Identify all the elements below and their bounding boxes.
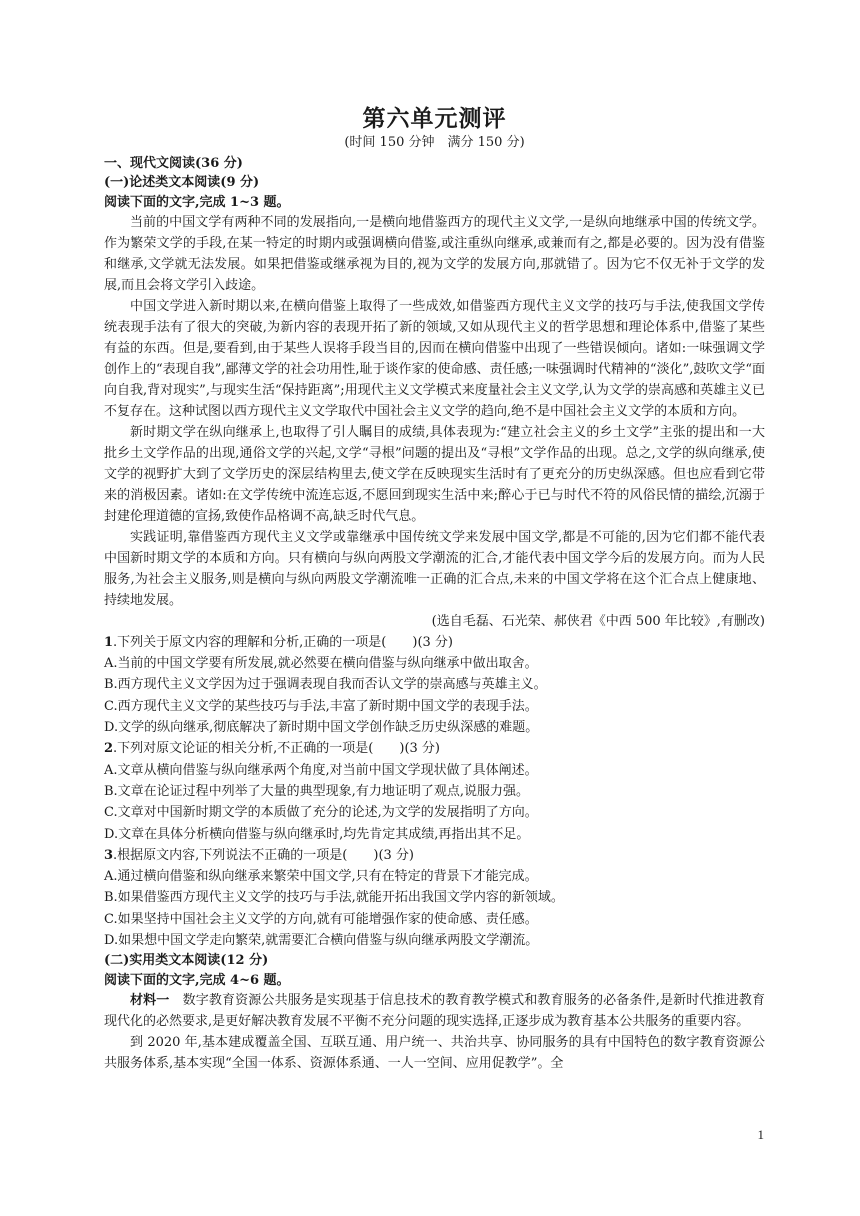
- reading-instruction: 阅读下面的文字,完成 4~6 题。: [104, 972, 290, 988]
- page-title: 第六单元测评: [362, 106, 507, 132]
- question-1-stem: [104, 632, 765, 653]
- material-text: 数字教育资源公共服务是实现基于信息技术的教育教学模式和教育服务的必备条件,是新时代推进教育现代化的必然要求,是更好解决教育发展不平衡不充分问题的现实选择,正逐步成为教育基本公共服务的重要内容。: [104, 992, 765, 1029]
- option-a: A.当前的中国文学要有所发展,就必然要在横向借鉴与纵向继承中做出取舍。: [104, 656, 538, 672]
- page-number: 1: [757, 1127, 764, 1142]
- material-label: 材料一: [130, 992, 170, 1008]
- question-number: 1: [104, 634, 114, 650]
- option-b: B.文章在论证过程中列举了大量的典型现象,有力地证明了观点,说服力强。: [104, 783, 529, 799]
- question-text: .根据原文内容,下列说法不正确的一项是( )(3 分): [113, 847, 415, 863]
- passage-paragraph: 新时期文学在纵向继承上,也取得了引人瞩目的成绩,具体表现为:“建立社会主义的乡土文学”主张的提出和一大批乡土文学作品的出现,通俗文学的兴起,文学“寻根”问题的提出及“寻根”文学作品的出现。总之,文学的纵向继承,使文学的视野扩大到了文学历史的深层结构里去,使文学在反映现实生活时有了更充分的历史纵深感。但也应看到它带来的消极因素。诸如:在文学传统中流连忘返,不愿回到现实生活中来;醉心于已与时代不符的风俗民情的描绘,沉溺于封建伦理道德的宣扬,致使作品格调不高,缺乏时代气息。: [104, 424, 765, 524]
- option-b: B.如果借鉴西方现代主义文学的技巧与手法,就能开拓出我国文学内容的新领域。: [104, 890, 564, 906]
- passage-paragraph: 中国文学进入新时期以来,在横向借鉴上取得了一些成效,如借鉴西方现代主义文学的技巧与手法,使我国文学传统表现手法有了很大的突破,为新内容的表现开拓了新的领域,又如从现代主义的哲学思想和理论体系中,借鉴了某些有益的东西。但是,要看到,由于某些人误将手段当目的,因而在横向借鉴中出现了一些错误倾向。诸如:一味强调文学创作上的“表现自我”,鄙薄文学的社会功用性,耻于谈作家的使命感、责任感;一味强调时代精神的“淡化”,鼓吹文学“面向自我,背对现实”,与现实生活“保持距离”;用现代主义文学模式来度量社会主义文学,认为文学的崇高感和英雄主义已不复存在。这种试图以西方现代主义文学取代中国社会主义文学的趋向,绝不是中国社会主义文学的本质和方向。: [104, 298, 766, 419]
- option-c: C.文章对中国新时期文学的本质做了充分的论述,为文学的发展指明了方向。: [104, 805, 538, 821]
- passage-paragraph: 实践证明,靠借鉴西方现代主义文学或靠继承中国传统文学来发展中国文学,都是不可能的,因为它们都不能代表中国新时期文学的本质和方向。只有横向与纵向两股文学潮流的汇合,才能代表中国文学今后的发展方向。而为人民服务,为社会主义服务,则是横向与纵向两股文学潮流唯一正确的汇合点,未来的中国文学将在这个汇合点上健康地、持续地发展。: [104, 529, 765, 608]
- subsection-heading: (一)论述类文本阅读(9 分): [104, 175, 260, 191]
- question-text: .下列关于原文内容的理解和分析,正确的一项是( )(3 分): [113, 634, 454, 650]
- option-d: D.文章在具体分析横向借鉴与纵向继承时,均先肯定其成绩,再指出其不足。: [104, 826, 530, 842]
- option-a: A.通过横向借鉴和纵向继承来繁荣中国文学,只有在特定的背景下才能完成。: [104, 869, 538, 885]
- option-d: D.如果想中国文学走向繁荣,就需要汇合横向借鉴与纵向继承两股文学潮流。: [104, 933, 539, 949]
- question-3-stem: [104, 845, 765, 866]
- option-b: B.西方现代主义文学因为过于强调表现自我而否认文学的崇高感与英雄主义。: [104, 677, 547, 693]
- option-c: C.西方现代主义文学的某些技巧与手法,丰富了新时期中国文学的表现手法。: [104, 698, 538, 714]
- option-a: A.文章从横向借鉴与纵向继承两个角度,对当前中国文学现状做了具体阐述。: [104, 762, 538, 778]
- material-paragraph: [104, 990, 765, 1032]
- reading-instruction: 阅读下面的文字,完成 1~3 题。: [104, 194, 290, 210]
- passage-source: (选自毛磊、石光荣、郝侠君《中西 500 年比较》,有删改): [431, 613, 765, 629]
- section-heading: 一、现代文阅读(36 分): [104, 156, 243, 171]
- question-number: 3: [104, 847, 114, 863]
- option-d: D.文学的纵向继承,彻底解决了新时期中国文学创作缺乏历史纵深感的难题。: [104, 720, 539, 736]
- question-number: 2: [104, 741, 114, 757]
- option-c: C.如果坚持中国社会主义文学的方向,就有可能增强作家的使命感、责任感。: [104, 911, 538, 927]
- question-2-stem: [104, 738, 765, 759]
- question-text: .下列对原文论证的相关分析,不正确的一项是( )(3 分): [113, 741, 441, 757]
- subsection-heading: (二)实用类文本阅读(12 分): [104, 953, 269, 969]
- passage-paragraph: 当前的中国文学有两种不同的发展指向,一是横向地借鉴西方的现代主义文学,一是纵向地继承中国的传统文学。作为繁荣文学的手段,在某一特定的时期内或强调横向借鉴,或注重纵向继承,或兼而有之,都是必要的。因为没有借鉴和继承,文学就无法发展。如果把借鉴或继承视为目的,视为文学的发展方向,那就错了。因为它不仅无补于文学的发展,而且会将文学引入歧途。: [104, 214, 765, 293]
- material-paragraph: 到 2020 年,基本建成覆盖全国、互联互通、用户统一、共治共享、协同服务的具有中国特色的数字教育资源公共服务体系,基本实现“全国一体系、资源体系通、一人一空间、应用促教学”。全: [104, 1034, 765, 1071]
- exam-time-info: (时间 150 分钟 满分 150 分): [344, 135, 525, 150]
